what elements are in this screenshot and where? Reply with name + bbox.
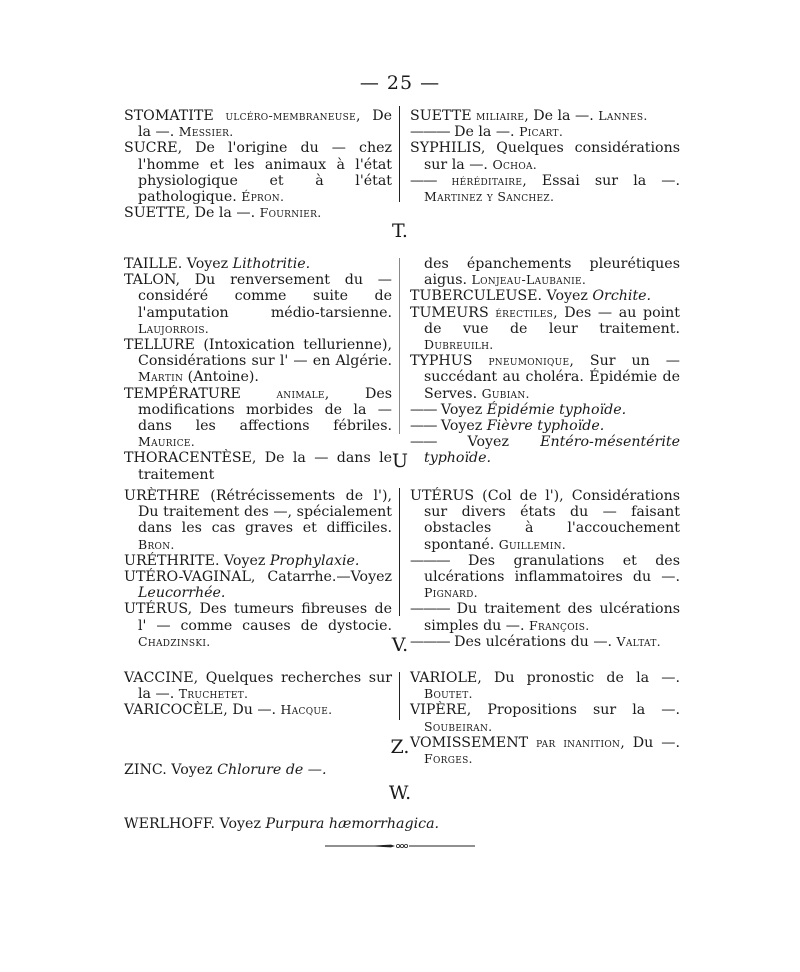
entry-headword: TYPHUS	[410, 353, 473, 370]
entry-headword: TELLURE	[124, 337, 195, 354]
index-entry	[124, 702, 392, 718]
entry-text: , Essai sur la —.	[522, 172, 681, 189]
column-rule	[399, 106, 400, 202]
entry-text: , De la — dans le traitement	[138, 450, 392, 483]
index-entry	[410, 402, 680, 418]
entry-text: Des ulcérations du —.	[449, 633, 617, 650]
entry-author: Gubian.	[481, 385, 530, 401]
entry-tail: (Antoine).	[183, 369, 259, 386]
entry-qualifier: par inanition	[536, 734, 621, 750]
entry-author: Bron.	[138, 536, 175, 552]
entry-text: , Des tumeurs fibreuses de l' — comme causes de dystocie.	[138, 601, 392, 634]
entry-text: . Voyez	[537, 288, 593, 305]
entry-text: , Catarrhe.—Voyez	[250, 569, 392, 586]
index-entry	[124, 488, 392, 553]
entry-text: , De la —.	[524, 108, 599, 124]
index-entry	[410, 140, 680, 172]
letter-heading-t: T.	[392, 220, 408, 242]
entry-author: Maurice.	[138, 434, 196, 450]
index-entry	[124, 553, 392, 569]
entry-headword: SUCRE	[124, 140, 178, 157]
repeat-dash: ———	[410, 633, 450, 650]
entry-text: , Quelques recherches sur la —.	[138, 670, 392, 703]
index-entry	[124, 337, 392, 386]
entry-author: Hacque.	[280, 702, 333, 718]
entry-headword: TAILLE	[124, 256, 178, 272]
entry-qualifier: pneumonique	[488, 353, 570, 369]
index-entry	[410, 256, 680, 288]
entry-headword: SUETTE	[410, 108, 472, 124]
entry-author: Dubreuilh.	[424, 337, 494, 353]
entry-text: Voyez	[436, 434, 541, 451]
entry-headword: VACCINE	[124, 670, 194, 686]
repeat-dash: ——	[410, 172, 437, 189]
entry-headword: TEMPÉRATURE	[124, 385, 241, 402]
entry-author: Soubeiran.	[424, 718, 493, 734]
index-entry	[124, 386, 392, 451]
entry-headword: VARICOCÈLE	[124, 702, 224, 719]
index-entry	[410, 353, 680, 402]
entry-text: , Du —.	[223, 702, 281, 719]
column-rule	[399, 258, 400, 434]
index-entry	[410, 108, 680, 124]
entry-author: Ochoa.	[492, 156, 538, 172]
entry-headword: TALON	[124, 272, 176, 289]
entry-author: Lonjeau-Laubanie.	[471, 272, 587, 288]
cross-reference: Entéro-mésentérite typhoïde.	[424, 434, 680, 467]
index-entry	[410, 670, 680, 702]
entry-headword: UTÉRUS	[410, 488, 475, 504]
section-w-line	[124, 816, 624, 832]
entry-qualifier: ulcéro-membraneuse	[225, 108, 356, 123]
letter-heading-z: Z.	[390, 736, 410, 758]
entry-headword: SYPHILIS	[410, 140, 481, 157]
repeat-dash: ——	[410, 418, 437, 435]
cross-reference: Orchite.	[592, 288, 652, 305]
entry-text: , Du pronostic de la —.	[477, 670, 680, 686]
entry-headword: SUETTE	[124, 205, 186, 222]
index-entry	[124, 670, 392, 702]
entry-text: . Voyez	[162, 762, 218, 778]
entry-text: (Intoxication tellurienne), Considérations sur l' — en Algérie.	[138, 337, 392, 370]
repeat-dash: ——	[410, 401, 437, 418]
index-entry	[410, 173, 680, 205]
cross-reference: Prophylaxie.	[269, 552, 360, 569]
section-v-left-column	[124, 670, 392, 719]
index-entry	[410, 124, 680, 140]
cross-reference: Épidémie typhoïde.	[486, 401, 627, 418]
entry-text: , De la —.	[185, 205, 260, 222]
entry-headword: VARIOLE	[410, 670, 478, 686]
index-entry	[410, 288, 680, 304]
entry-qualifier: héréditaire	[451, 172, 523, 188]
entry-headword: VOMISSEMENT	[410, 734, 529, 751]
entry-headword: STOMATITE	[124, 108, 214, 124]
entry-text: , Propositions sur la —.	[466, 702, 680, 719]
index-entry	[410, 553, 680, 602]
entry-qualifier: animale	[276, 385, 325, 401]
entry-author: Forges.	[424, 751, 473, 767]
index-entry	[410, 488, 680, 553]
repeat-dash: ———	[410, 124, 450, 141]
entry-headword: VIPÈRE	[410, 702, 467, 719]
repeat-dash: ———	[410, 601, 450, 618]
entry-text: Voyez	[436, 418, 487, 435]
entry-qualifier: érectiles	[495, 304, 554, 320]
index-entry	[410, 702, 680, 734]
cross-reference: Purpura hæmorrhagica.	[265, 816, 440, 832]
section-u-right-column	[410, 488, 680, 650]
entry-headword: TUMEURS	[410, 304, 489, 321]
entry-text: . Voyez	[177, 256, 233, 272]
entry-author: Lannes.	[598, 108, 648, 123]
index-entry	[124, 256, 392, 272]
index-entry	[124, 205, 392, 221]
entry-headword: URÉTHRITE	[124, 552, 215, 569]
entry-headword: UTÉRO-VAGINAL	[124, 569, 251, 586]
entry-text: Des granulations et des ulcérations inflammatoires du —.	[424, 552, 680, 586]
cross-reference: Chlorure de —.	[217, 762, 327, 778]
entry-text: , De la —.	[138, 108, 392, 141]
index-entry	[410, 305, 680, 354]
section-z-line	[124, 762, 624, 778]
column-rule	[399, 672, 400, 720]
cross-reference: Fièvre typhoïde.	[486, 418, 605, 435]
entry-author: Martin	[138, 369, 184, 385]
section-u-left-column	[124, 488, 392, 650]
section-s-left-column	[124, 108, 392, 221]
entry-text: , Sur un — succédant au choléra. Épidémie de Serves.	[424, 353, 680, 402]
entry-qualifier: miliaire	[476, 108, 525, 123]
cross-reference: Leucorrhée.	[138, 585, 226, 602]
entry-text: . Voyez	[214, 552, 270, 569]
index-entry	[124, 108, 392, 140]
entry-text: , Quelques considérations sur la —.	[424, 140, 680, 173]
entry-author: François.	[529, 617, 590, 633]
entry-continuation: des épanchements pleurétiques aigus.	[424, 256, 680, 289]
entry-headword: THORACENTÈSE	[124, 450, 252, 467]
page-number: — 25 —	[359, 72, 441, 94]
index-entry	[410, 418, 680, 434]
entry-author: Chadzinski.	[138, 633, 211, 649]
letter-heading-u: U	[391, 450, 408, 472]
entry-author: Pignard.	[424, 585, 478, 601]
entry-text: (Col de l'), Considérations sur divers états du — faisant obstacles à l'accouchement spontané.	[424, 488, 680, 553]
section-t-right-column	[410, 256, 680, 467]
entry-text: De la —.	[449, 124, 520, 141]
entry-headword: WERLHOFF	[124, 816, 211, 832]
column-rule	[399, 488, 400, 616]
entry-author: Valtat.	[616, 633, 661, 649]
entry-text: (Rétrécissements de l'), Du traitement des —, spécialement dans les cas graves et difficiles.	[138, 488, 392, 537]
entry-author: Guillemin.	[498, 536, 567, 552]
letter-heading-v: V.	[391, 634, 409, 656]
entry-author: Messier.	[178, 124, 234, 140]
entry-author: Laujorrois.	[138, 320, 210, 336]
entry-author: Épron.	[241, 189, 285, 205]
entry-text: , De l'origine du — chez l'homme et les animaux à l'état physiologique et à l'état pathologique.	[138, 140, 392, 206]
entry-text: , Des — au point de vue de leur traitement.	[424, 304, 680, 337]
index-entry	[124, 762, 624, 778]
entry-text: , Du —.	[620, 734, 680, 751]
entry-headword: URÈTHRE	[124, 488, 200, 504]
entry-text: Voyez	[436, 401, 487, 418]
entry-headword: UTÉRUS	[124, 601, 188, 618]
repeat-dash: ———	[410, 552, 450, 569]
index-entry	[124, 272, 392, 337]
entry-text: Du traitement des ulcérations simples du —.	[424, 601, 680, 634]
cross-reference: Lithotritie.	[232, 256, 311, 272]
section-s-right-column	[410, 108, 680, 205]
index-entry	[410, 601, 680, 633]
entry-text: , Des modifications morbides de la — dans les affections fébriles.	[138, 385, 392, 435]
entry-author: Martinez y Sanchez.	[424, 189, 555, 205]
entry-author: Picart.	[519, 124, 564, 140]
index-entry	[124, 816, 624, 832]
index-entry	[124, 569, 392, 601]
entry-author: Boutet.	[424, 686, 473, 702]
index-entry	[124, 140, 392, 205]
ornament-divider	[325, 844, 475, 848]
entry-text: . Voyez	[210, 816, 266, 832]
entry-headword: TUBERCULEUSE	[410, 288, 538, 305]
letter-heading-w: W.	[388, 782, 412, 804]
entry-headword: ZINC	[124, 762, 163, 778]
entry-author: Fournier.	[259, 205, 322, 221]
repeat-dash: ——	[410, 434, 437, 451]
entry-author: Truchetet.	[178, 686, 249, 702]
entry-text: , Du renversement du — considéré comme suite de l'amputation médio-tarsienne.	[138, 272, 392, 321]
section-t-left-column	[124, 256, 392, 483]
